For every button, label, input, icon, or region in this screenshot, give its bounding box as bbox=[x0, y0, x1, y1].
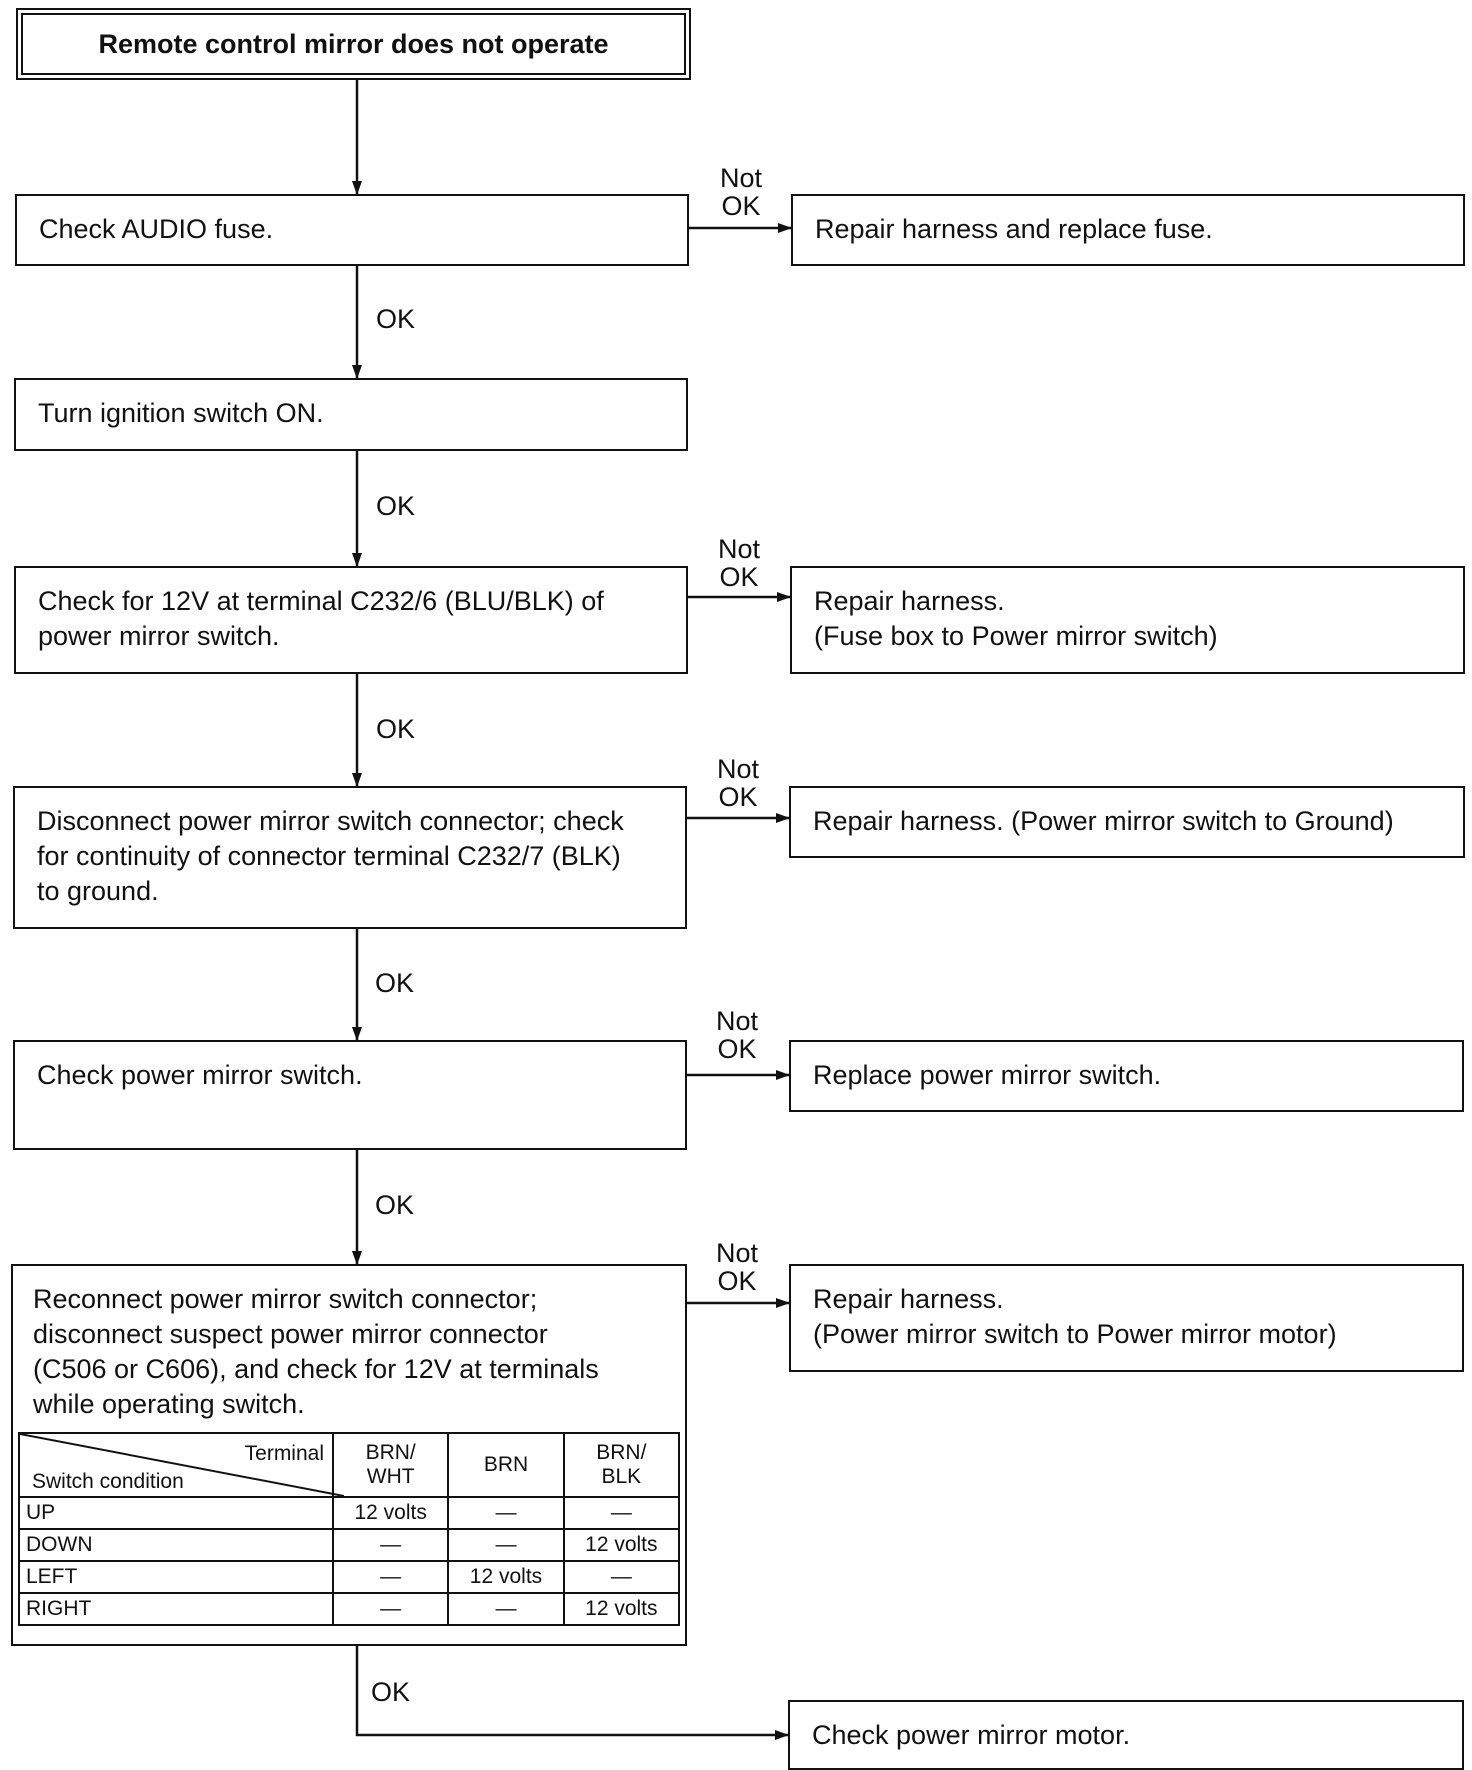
step-check-12v-c232-6 bbox=[14, 566, 688, 674]
not-text: Not bbox=[717, 534, 761, 564]
column-header-text: WHT bbox=[366, 1465, 415, 1488]
step-text: Disconnect power mirror switch connector; check bbox=[37, 806, 624, 836]
row-value: — bbox=[564, 1561, 679, 1593]
step-check-audio-fuse bbox=[15, 194, 689, 266]
ok-text: OK bbox=[721, 191, 761, 221]
fix-text: (Power mirror switch to Power mirror motor) bbox=[813, 1319, 1337, 1349]
ok-text: OK bbox=[717, 1034, 757, 1064]
row-value: 12 volts bbox=[448, 1561, 563, 1593]
table-header-row bbox=[19, 1433, 679, 1497]
arrow-step6-to-final bbox=[357, 1646, 788, 1735]
fix-repair-harness-ground bbox=[789, 786, 1465, 858]
fix-text: Repair harness. bbox=[814, 586, 1005, 616]
row-value: — bbox=[333, 1529, 448, 1561]
column-header-text: BRN/ bbox=[596, 1441, 647, 1464]
not-text: Not bbox=[716, 754, 760, 784]
row-value: — bbox=[333, 1561, 448, 1593]
step-text: while operating switch. bbox=[33, 1389, 305, 1419]
step-continuity-c232-7 bbox=[13, 786, 687, 929]
title-box bbox=[16, 8, 691, 80]
ok-text: OK bbox=[718, 782, 758, 812]
row-value: — bbox=[448, 1593, 563, 1625]
row-condition: UP bbox=[19, 1497, 333, 1529]
fix-text: Repair harness and replace fuse. bbox=[815, 214, 1213, 244]
table-row bbox=[19, 1497, 679, 1529]
switch-condition-header: Switch condition bbox=[32, 1470, 184, 1493]
column-header-brn bbox=[448, 1433, 563, 1497]
ok-label: OK bbox=[371, 1677, 411, 1707]
row-value: 12 volts bbox=[333, 1497, 448, 1529]
step-text: Reconnect power mirror switch connector; bbox=[33, 1284, 538, 1314]
step-text: Check power mirror switch. bbox=[37, 1060, 363, 1090]
column-header-brn-blk bbox=[564, 1433, 679, 1497]
column-header-text: BLK bbox=[601, 1465, 642, 1488]
step-text: Check AUDIO fuse. bbox=[39, 214, 274, 244]
fix-text: (Fuse box to Power mirror switch) bbox=[814, 621, 1218, 651]
fix-repair-harness-fusebox bbox=[790, 566, 1465, 674]
fix-repair-harness-replace-fuse bbox=[791, 194, 1465, 266]
final-check-power-mirror-motor bbox=[788, 1700, 1464, 1770]
step-text: Check for 12V at terminal C232/6 (BLU/BLK) of bbox=[38, 586, 604, 616]
fix-repair-harness-motor bbox=[789, 1264, 1464, 1372]
terminal-voltage-table bbox=[18, 1432, 680, 1626]
table-header-diagonal-cell bbox=[19, 1433, 333, 1497]
row-value: — bbox=[333, 1593, 448, 1625]
step-text: power mirror switch. bbox=[38, 621, 280, 651]
column-header-text: BRN/ bbox=[365, 1441, 416, 1464]
ok-label: OK bbox=[376, 491, 416, 521]
table-row bbox=[19, 1593, 679, 1625]
column-header-text: BRN bbox=[483, 1453, 529, 1476]
not-text: Not bbox=[715, 1006, 759, 1036]
ok-text: OK bbox=[717, 1266, 757, 1296]
row-value: — bbox=[448, 1497, 563, 1529]
table-row bbox=[19, 1529, 679, 1561]
not-text: Not bbox=[719, 163, 763, 193]
column-header-brn-wht bbox=[333, 1433, 448, 1497]
step-text: Turn ignition switch ON. bbox=[38, 398, 324, 428]
row-condition: DOWN bbox=[19, 1529, 333, 1561]
row-condition: LEFT bbox=[19, 1561, 333, 1593]
not-ok-label bbox=[712, 1007, 762, 1063]
step-text: (C506 or C606), and check for 12V at terminals bbox=[33, 1354, 599, 1384]
step-text: for continuity of connector terminal C232/7 (BLK) bbox=[37, 841, 621, 871]
row-value: 12 volts bbox=[564, 1593, 679, 1625]
title-text: Remote control mirror does not operate bbox=[98, 28, 609, 59]
terminal-header: Terminal bbox=[244, 1442, 324, 1465]
row-value: 12 volts bbox=[564, 1529, 679, 1561]
fix-text: Repair harness. (Power mirror switch to Ground) bbox=[813, 806, 1394, 836]
not-ok-label bbox=[713, 755, 763, 811]
step-turn-ignition-on bbox=[14, 378, 688, 451]
ok-label: OK bbox=[376, 304, 416, 334]
fix-text: Replace power mirror switch. bbox=[813, 1060, 1162, 1090]
fix-text: Repair harness. bbox=[813, 1284, 1004, 1314]
final-text: Check power mirror motor. bbox=[812, 1720, 1131, 1750]
not-ok-label bbox=[716, 164, 766, 220]
ok-label: OK bbox=[375, 1190, 415, 1220]
table-row bbox=[19, 1561, 679, 1593]
not-ok-label bbox=[712, 1239, 762, 1295]
row-condition: RIGHT bbox=[19, 1593, 333, 1625]
ok-text: OK bbox=[719, 562, 759, 592]
ok-label: OK bbox=[376, 714, 416, 744]
not-text: Not bbox=[715, 1238, 759, 1268]
ok-label: OK bbox=[375, 968, 415, 998]
row-value: — bbox=[448, 1529, 563, 1561]
step-text: disconnect suspect power mirror connector bbox=[33, 1319, 548, 1349]
not-ok-label bbox=[714, 535, 764, 591]
fix-replace-power-mirror-switch bbox=[789, 1040, 1464, 1112]
step-text: to ground. bbox=[37, 876, 159, 906]
step-check-power-mirror-switch bbox=[13, 1040, 687, 1150]
row-value: — bbox=[564, 1497, 679, 1529]
